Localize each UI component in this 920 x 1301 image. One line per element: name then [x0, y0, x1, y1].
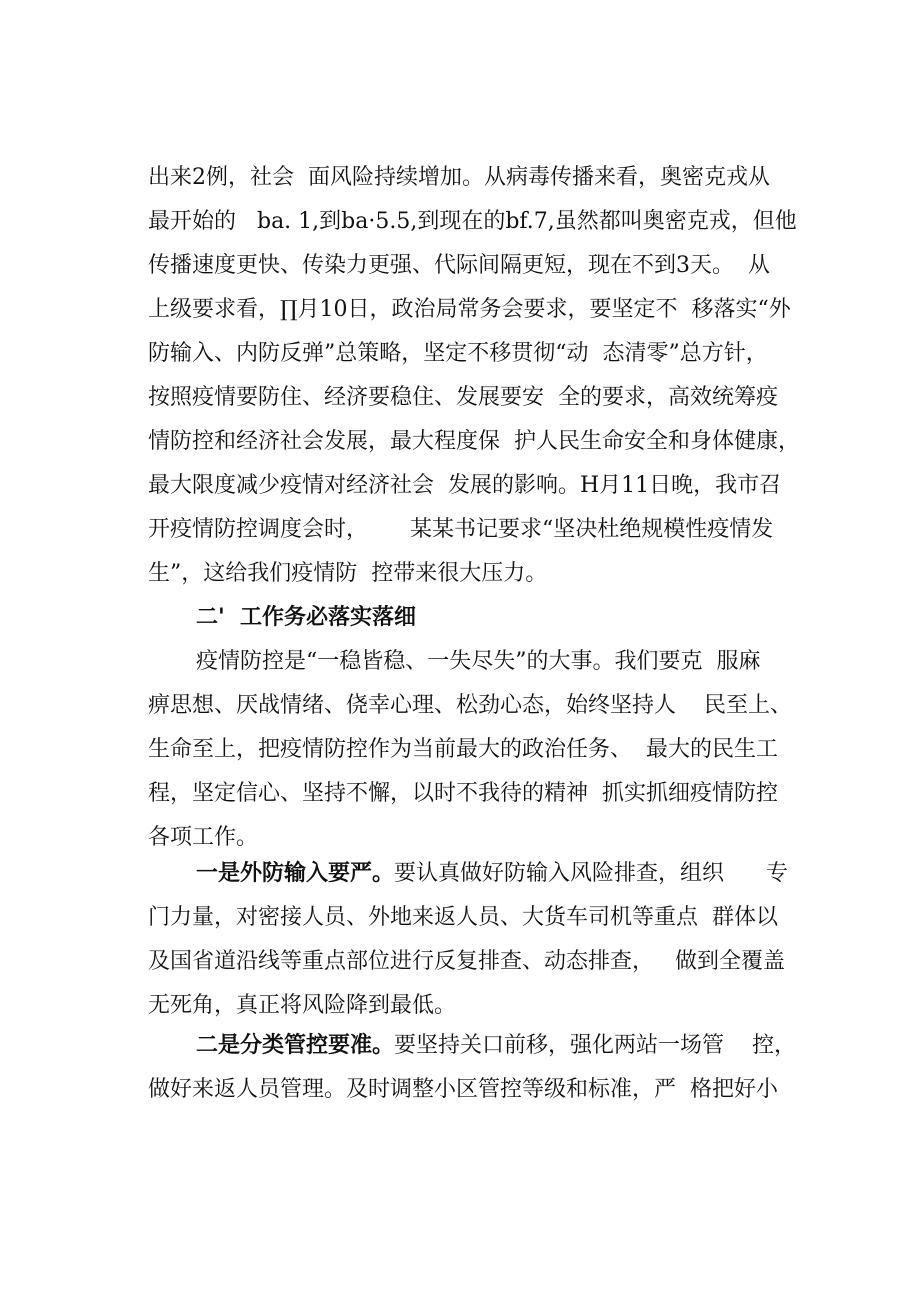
paragraph-work-requirements: [148, 640, 818, 860]
text-line: 传播速度更快、传染力更强、代际间隔更短，现在不到3天。 从: [148, 253, 770, 278]
lead-phrase: 二是分类管控要准。: [196, 1033, 395, 1058]
text-line: 各项工作。: [148, 825, 259, 850]
text-line: 开疫情防控调度会时， 某某书记要求“坚决杜绝规模性疫情发: [148, 517, 774, 542]
paragraph-external-defense: [148, 852, 818, 1028]
lead-phrase: 一是外防输入要严。: [196, 861, 395, 886]
text-line: 生命至上，把疫情防控作为当前最大的政治任务、 最大的民生工: [148, 737, 778, 762]
text-line: 最大限度减少疫情对经济社会 发展的影响。H月11日晚，我市召: [148, 473, 782, 498]
text-line: 最开始的 ba. 1,到ba·5.5,到现在的bf.7,虽然都叫奥密克戎，但他: [148, 209, 797, 234]
text-line: 上级要求看，∏月10日，政治局常务会要求，要坚定不 移落实“外: [148, 297, 791, 322]
text-line: 无死角，真正将风险降到最低。: [148, 993, 457, 1018]
text-line: [148, 1024, 818, 1068]
text-segment: 要坚持关口前移，强化两站一场管 控，: [394, 1033, 796, 1058]
text-line: 防输入、内防反弹”总策略，坚定不移贯彻“动 态清零”总方针，: [148, 341, 768, 366]
section-heading: 二' 工作务必落实落细: [196, 605, 417, 630]
text-line: 痹思想、厌战情绪、侥幸心理、松劲心态，始终坚持人 民至上、: [148, 693, 792, 718]
text-line: 做好来返人员管理。及时调整小区管控等级和标准，严 格把好小: [148, 1077, 778, 1102]
text-line: 门力量，对密接人员、外地来返人员、大货车司机等重点 群体以: [148, 905, 778, 930]
paragraph-classified-control: [148, 1024, 818, 1112]
text-line: 生”，这给我们疫情防 控带来很大压力。: [148, 561, 548, 586]
text-segment: 要认真做好防输入风险排查，组织 专: [394, 861, 788, 886]
section-heading-container: [148, 596, 818, 640]
text-line: 及国省道沿线等重点部位进行反复排查、动态排查， 做到全覆盖: [148, 949, 785, 974]
text-line: [148, 852, 818, 896]
text-line: 出来2例，社会 面风险持续增加。从病毒传播来看，奥密克戎从: [148, 165, 770, 190]
text-line: 程，坚定信心、坚持不懈，以时不我待的精神 抓实抓细疫情防控: [148, 781, 778, 806]
text-line: 情防控和经济社会发展，最大程度保 护人民生命安全和身体健康，: [148, 429, 800, 454]
text-line: 疫情防控是“一稳皆稳、一失尽失”的大事。我们要克 服麻: [196, 649, 761, 674]
paragraph-risk-situation: [148, 156, 818, 596]
text-line: 按照疫情要防住、经济要稳住、发展要安 全的要求，高效统筹疫: [148, 385, 778, 410]
